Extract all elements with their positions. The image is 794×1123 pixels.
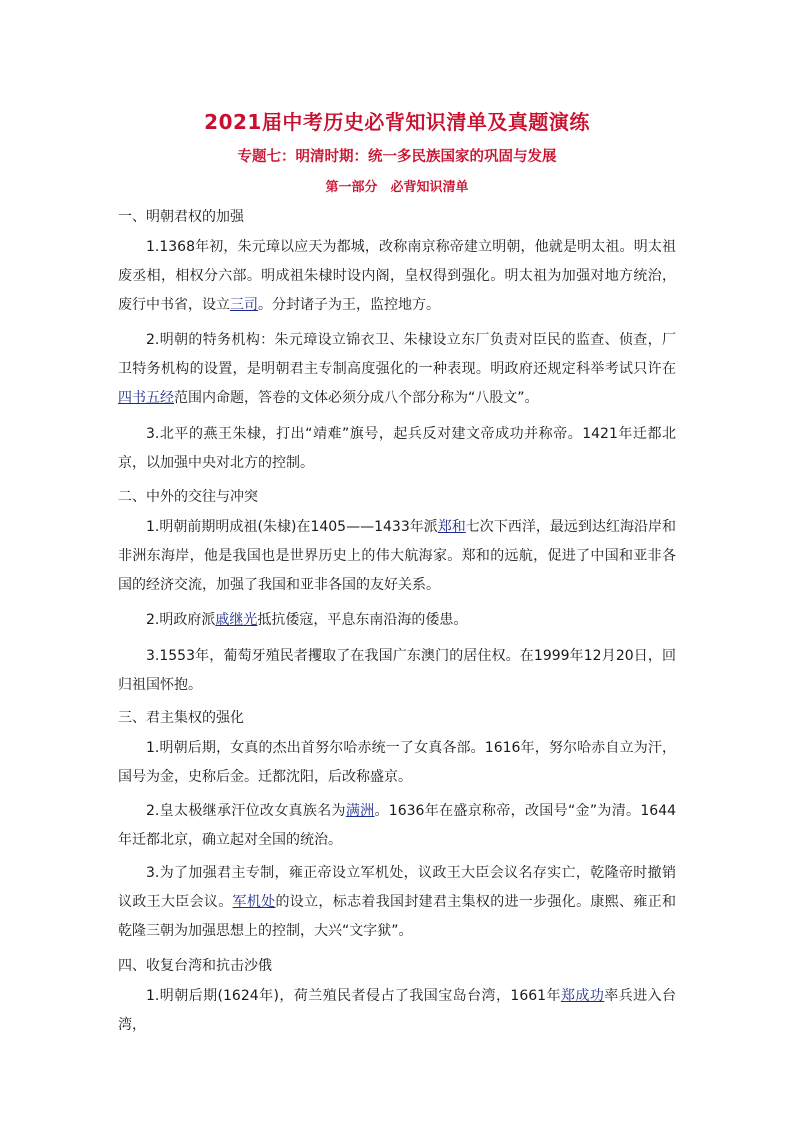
section-heading: 二、中外的交往与冲突 (118, 489, 258, 505)
paragraph: 2.明政府派戚继光抵抗倭寇，平息东南沿海的倭患。 (146, 612, 468, 628)
paragraph: 2.皇太极继承汗位改女真族名为满洲。1636年在盛京称帝，改国号“金”为清。1644年迁都北京，确立起对全国的统治。 (118, 803, 677, 848)
paragraph: 3.北平的燕王朱棣，打出“靖难”旗号，起兵反对建文帝成功并称帝。1421年迁都北京，以加强中央对北方的控制。 (118, 426, 676, 471)
document-title: 2021届中考历史必背知识清单及真题演练 (204, 110, 590, 134)
paragraph: 3.1553年，葡萄牙殖民者攫取了在我国广东澳门的居住权。在1999年12月20日，回归祖国怀抱。 (118, 648, 676, 693)
paragraph: 1.明朝后期(1624年)，荷兰殖民者侵占了我国宝岛台湾，1661年郑成功率兵进入台湾， (118, 988, 677, 1033)
section-heading: 三、君主集权的强化 (118, 710, 244, 726)
paragraph: 2.明朝的特务机构：朱元璋设立锦衣卫、朱棣设立东厂负责对臣民的监查、侦查，厂卫特务机构的设置，是明朝君主专制高度强化的一种表现。明政府还规定科举考试只许在四书五经范围内命题，答卷的文体必须分成八个部分称为“八股文”。 (118, 332, 676, 406)
paragraph: 3.为了加强君主专制，雍正帝设立军机处，议政王大臣会议名存实亡，乾隆帝时撤销议政王大臣会议。军机处的设立，标志着我国封建君主集权的进一步强化。康熙、雍正和乾隆三朝为加强思想上的控制，大兴“文字狱”。 (118, 865, 677, 939)
paragraph: 1.明朝前期明成祖(朱棣)在1405——1433年派郑和七次下西洋，最远到达红海沿岸和非洲东海岸，他是我国也是世界历史上的伟大航海家。郑和的远航，促进了中国和亚非各国的经济交流，加强了我国和亚非各国的友好关系。 (118, 519, 676, 593)
section-heading: 四、收复台湾和抗击沙俄 (118, 958, 272, 974)
paragraph: 1.明朝后期，女真的杰出首努尔哈赤统一了女真各部。1616年，努尔哈赤自立为汗，国号为金，史称后金。迁都沈阳，后改称盛京。 (118, 740, 676, 785)
paragraph: 1.1368年初，朱元璋以应天为都城，改称南京称帝建立明朝，他就是明太祖。明太祖废丞相，相权分六部。明成祖朱棣时设内阁，皇权得到强化。明太祖为加强对地方统治，废行中书省，设立三司。分封诸子为王，监控地方。 (118, 239, 676, 313)
part-heading: 第一部分 必背知识清单 (325, 180, 469, 195)
document-subtitle: 专题七：明清时期：统一多民族国家的巩固与发展 (237, 149, 557, 165)
section-heading: 一、明朝君权的加强 (118, 209, 244, 225)
